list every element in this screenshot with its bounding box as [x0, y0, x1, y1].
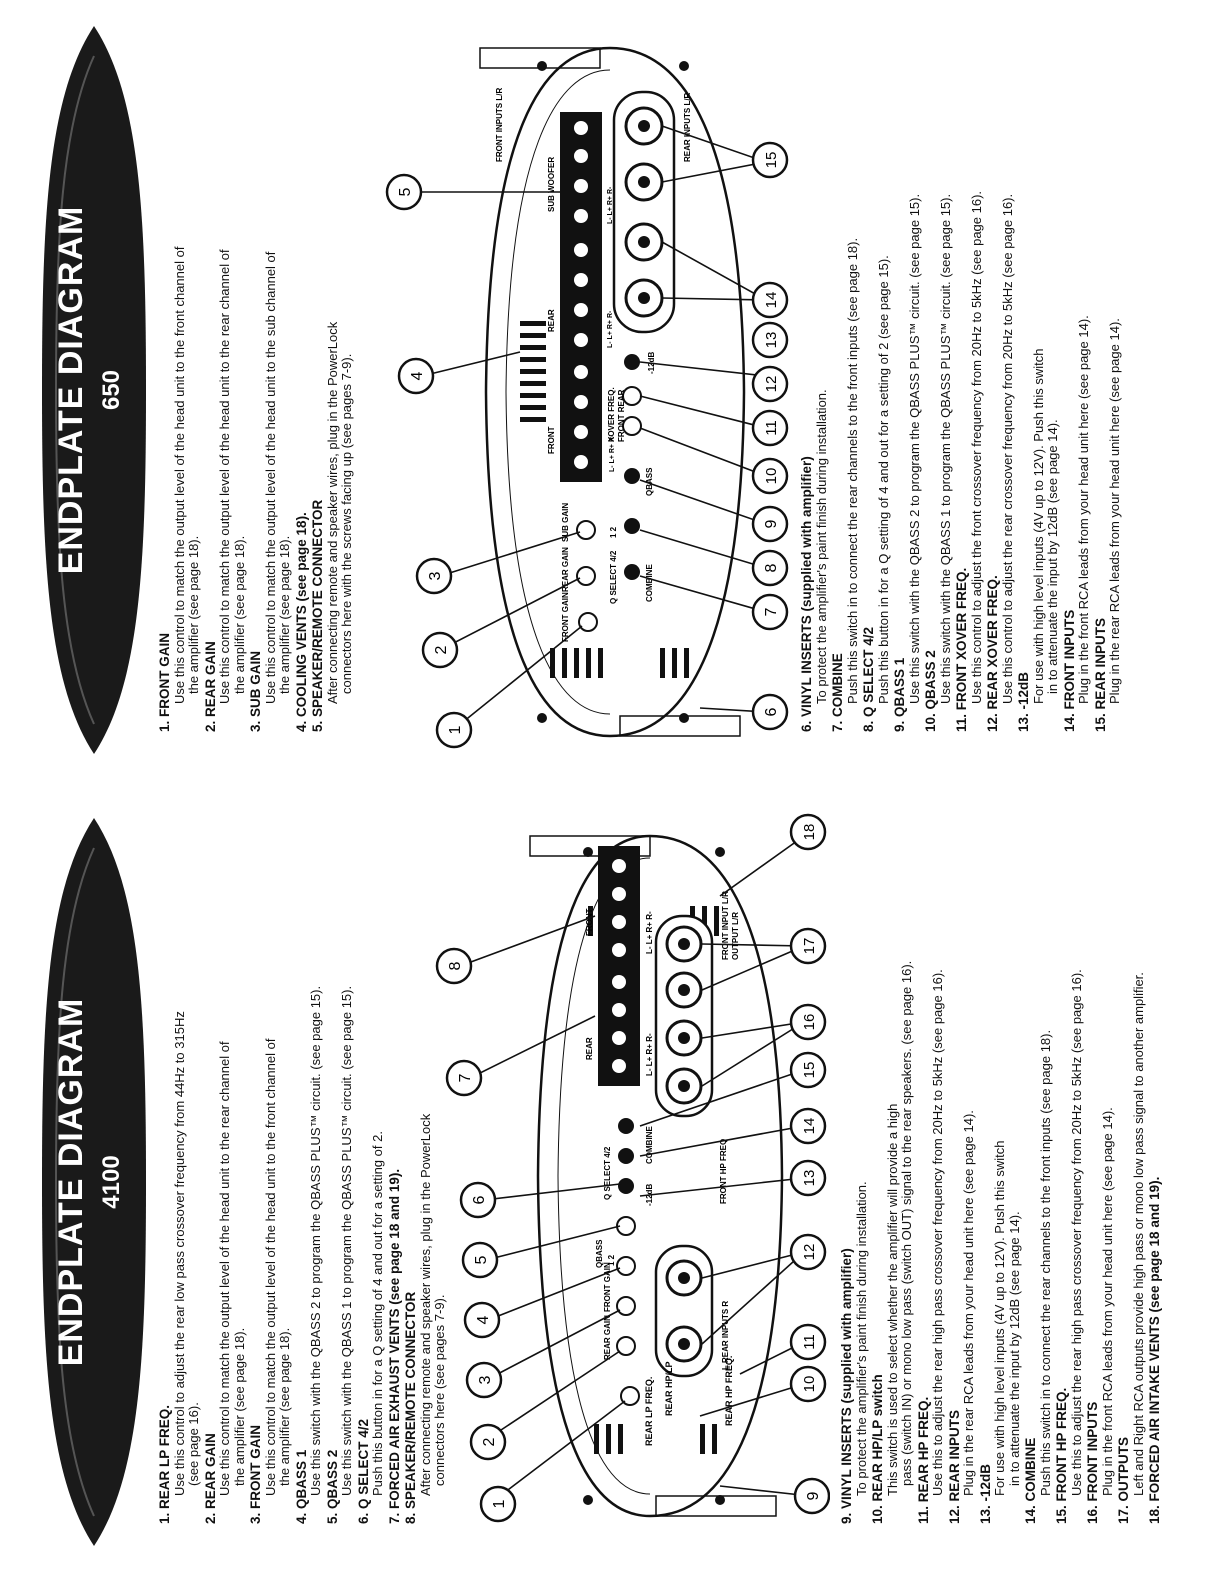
- label-qbass-nums: 1 2: [609, 526, 618, 538]
- label-xover-front-rear: FRONT REAR: [617, 389, 626, 442]
- item-description: Plug in the front RCA leads from your head unit here (see page 14).: [1076, 315, 1091, 704]
- list-item: [295, 12, 310, 732]
- list-item: [831, 12, 860, 732]
- item-description: Use this control to adjust the rear crossover frequency from 20Hz to 5kHz (see page 16).: [999, 193, 1015, 704]
- item-description: For use with high level inputs (4V up to 12V). Push this switch: [992, 1140, 1007, 1496]
- callout-12: 12: [763, 375, 780, 393]
- item-description: Use this control to match the output level of the head unit to the rear channel of: [217, 249, 232, 704]
- list-item: [924, 12, 953, 732]
- banner-650: [40, 16, 148, 764]
- list-item: [871, 804, 915, 1524]
- callout-1: 1: [447, 725, 464, 735]
- callout-14: 14: [763, 291, 780, 309]
- item-description: This switch is used to select whether the amplifier will provide a high: [884, 1103, 900, 1496]
- list-item: [1017, 12, 1061, 732]
- item-description: in to attenuate the input by 12dB (see page 14).: [1045, 419, 1060, 694]
- label-front-terminals: L- L+ R+ R-: [609, 434, 616, 472]
- item-description: Use this to adjust the rear high pass crossover frequency from 20Hz to 5kHz (see page 16).: [1068, 969, 1084, 1496]
- list-item: [204, 12, 248, 732]
- endplate-diagram-650: [370, 12, 795, 772]
- item-description: Left and Right RCA outputs provide high pass or mono low pass signal to another amplifier.: [1130, 972, 1146, 1496]
- list-item: [158, 12, 202, 732]
- list-item: [917, 804, 946, 1524]
- item-description: After connecting remote and speaker wires, plug in the PowerLock: [324, 321, 340, 704]
- list-item: [311, 12, 355, 732]
- list-item: [1063, 12, 1092, 732]
- item-description: connectors here with the screws facing up (see pages 7-9).: [339, 353, 354, 694]
- callout-5: 5: [397, 187, 414, 197]
- callout-15: 15: [763, 151, 780, 169]
- list-item: [800, 12, 829, 732]
- item-heading: 5. QBASS 2: [324, 1449, 340, 1524]
- callout-10: 10: [801, 1375, 818, 1393]
- item-description: the amplifier (see page 18).: [277, 535, 292, 694]
- list-item: [948, 804, 977, 1524]
- label-minus-12db: -12dB: [647, 351, 656, 374]
- callout-7: 7: [457, 1073, 474, 1083]
- label-sub-gain: SUB GAIN: [561, 502, 570, 542]
- item-description: in to attenuate the input by 12dB (see page 14).: [1006, 1211, 1022, 1486]
- list-item: [326, 804, 355, 1524]
- item-heading: 7. COMBINE: [830, 653, 845, 732]
- callout-10: 10: [763, 467, 780, 485]
- item-heading: 6. VINYL INSERTS (supplied with amplifier): [799, 456, 814, 732]
- list-item: [158, 804, 202, 1524]
- item-heading: 11. REAR HP FREQ.: [915, 1396, 931, 1524]
- item-heading: 14. FRONT INPUTS: [1061, 609, 1077, 732]
- item-description: Use this control to match the output level of the head unit to the rear channel of: [217, 1041, 232, 1496]
- label-rear-inputs: REAR INPUTS L/R: [683, 92, 692, 162]
- item-heading: 2. REAR GAIN: [202, 641, 218, 732]
- callout-7: 7: [763, 607, 780, 617]
- item-heading: 12. REAR INPUTS: [946, 1409, 962, 1524]
- item-description: Use this switch with the QBASS 1 to program the QBASS PLUS™ circuit. (see page 15).: [339, 985, 354, 1496]
- label-front-input: FRONT INPUT L/R: [721, 891, 730, 960]
- callout-11: 11: [801, 1334, 818, 1350]
- list-item: [249, 804, 293, 1524]
- item-description: Use this control to match the output level of the head unit to the sub channel of: [262, 251, 278, 704]
- endplate-diagram-4100: [417, 796, 835, 1556]
- label-front: FRONT: [585, 908, 594, 936]
- item-description: (see page 16).: [186, 1402, 201, 1486]
- callout-15: 15: [801, 1061, 818, 1079]
- callout-2: 2: [433, 645, 450, 655]
- label-sub-terminals: L- L+ R+ R-: [607, 186, 614, 224]
- item-description: Use this switch with the QBASS 1 to program the QBASS PLUS™ circuit. (see page 15).: [937, 193, 953, 704]
- item-heading: 3. SUB GAIN: [248, 650, 263, 732]
- label-rear-hplp: REAR HP/LP: [664, 1361, 674, 1416]
- label-front-gain: FRONT GAIN: [603, 1262, 612, 1312]
- item-description: the amplifier (see page 18).: [186, 535, 201, 694]
- list-item: [840, 804, 869, 1524]
- item-description: Use this to adjust the rear high pass crossover frequency from 20Hz to 5kHz (see page 16).: [930, 969, 945, 1496]
- list-item: [979, 804, 1023, 1524]
- label-combine: COMBINE: [645, 564, 654, 602]
- item-description: Push this switch in to connect the rear channels to the front inputs (see page 18).: [1037, 1029, 1053, 1496]
- item-list-top: [158, 804, 450, 1524]
- item-heading: 14. COMBINE: [1023, 1437, 1038, 1524]
- list-item: [1148, 804, 1163, 1524]
- banner-4100: [40, 808, 148, 1556]
- callout-18: 18: [801, 823, 818, 841]
- item-heading: 15. FRONT HP FREQ.: [1054, 1387, 1069, 1524]
- model-number: 650: [98, 369, 125, 411]
- callout-16: 16: [801, 1013, 818, 1031]
- item-heading: 2. REAR GAIN: [202, 1433, 218, 1524]
- callout-2: 2: [481, 1437, 498, 1447]
- list-item: [295, 804, 324, 1524]
- item-heading: 9. VINYL INSERTS (supplied with amplifier): [839, 1248, 854, 1524]
- item-heading: 13. -12dB: [977, 1463, 993, 1524]
- item-heading: 8. Q SELECT 4/2: [861, 626, 876, 732]
- item-heading: 15. REAR INPUTS: [1092, 617, 1108, 732]
- list-item: [862, 12, 891, 732]
- item-description: Use this switch with the QBASS 2 to program the QBASS PLUS™ circuit. (see page 15).: [906, 193, 922, 704]
- item-heading: 18. FORCED AIR INTAKE VENTS (see page 18 and 19).: [1147, 1176, 1162, 1524]
- item-heading: 4. QBASS 1: [293, 1449, 309, 1524]
- label-rear-gain: REAR GAIN: [561, 547, 570, 592]
- label-front-inputs: FRONT INPUTS L/R: [495, 87, 504, 162]
- list-item: [1086, 804, 1115, 1524]
- label-xover-freq: XOVER FREQ.: [607, 387, 616, 442]
- list-item: [357, 804, 386, 1524]
- item-description: Push this button in for a Q setting of 4 and out for a setting of 2.: [370, 1131, 385, 1496]
- item-description: the amplifier (see page 18).: [231, 1327, 247, 1486]
- item-description: Push this switch in to connect the rear channels to the front inputs (see page 18).: [844, 237, 860, 704]
- label-qbass: QBASS: [595, 1239, 604, 1268]
- list-item: [893, 12, 922, 732]
- item-description: Use this control to match the output level of the head unit to the front channel of: [262, 1038, 278, 1496]
- label-front-terminals: L- L+ R+ R-: [645, 911, 654, 954]
- callout-11: 11: [763, 420, 780, 436]
- callout-17: 17: [801, 937, 818, 955]
- item-heading: 3. FRONT GAIN: [248, 1424, 263, 1524]
- item-heading: 13. -12dB: [1016, 671, 1031, 732]
- callout-6: 6: [471, 1195, 488, 1205]
- item-description: the amplifier (see page 18).: [277, 1327, 292, 1486]
- callout-9: 9: [763, 519, 780, 529]
- item-heading: 11. FRONT XOVER FREQ.: [954, 567, 969, 732]
- item-heading: 1. REAR LP FREQ.: [157, 1404, 172, 1524]
- callout-9: 9: [805, 1491, 822, 1501]
- item-description: Use this control to match the output level of the head unit to the front channel of: [171, 246, 187, 704]
- list-item: [388, 804, 403, 1524]
- callout-4: 4: [475, 1315, 492, 1325]
- item-description: To protect the amplifier's paint finish during installation.: [853, 1181, 869, 1496]
- model-number: 4100: [98, 1155, 125, 1209]
- item-heading: 12. REAR XOVER FREQ.: [985, 575, 1000, 732]
- callout-8: 8: [447, 961, 464, 971]
- list-item: [1117, 804, 1146, 1524]
- label-rear-gain: REAR GAIN: [603, 1315, 612, 1360]
- item-heading: 1. FRONT GAIN: [157, 632, 172, 732]
- item-description: the amplifier (see page 18).: [231, 535, 247, 694]
- label-subwoofer: SUB WOOFER: [547, 156, 556, 212]
- callout-12: 12: [801, 1243, 818, 1261]
- item-heading: 7. FORCED AIR EXHAUST VENTS (see page 18 and 19).: [386, 1168, 402, 1524]
- list-item: [955, 12, 984, 732]
- item-description: Use this control to adjust the front crossover frequency from 20Hz to 5kHz (see page 16).: [968, 190, 984, 704]
- item-heading: 10. QBASS 2: [923, 650, 938, 732]
- item-heading: 5. SPEAKER/REMOTE CONNECTOR: [310, 499, 325, 732]
- item-list-top: [158, 12, 357, 732]
- page-title: ENDPLATE DIAGRAM: [52, 997, 90, 1367]
- item-description: After connecting remote and speaker wires, plug in the PowerLock: [417, 1113, 433, 1496]
- item-description: Plug in the front RCA leads from your head unit here (see page 14).: [1099, 1107, 1115, 1496]
- list-item: [249, 12, 293, 732]
- item-description: Push this button in for a Q setting of 4 and out for a setting of 2 (see page 15).: [875, 255, 891, 704]
- label-rear-hp-freq: REAR HP FREQ.: [724, 1355, 734, 1426]
- label-rear-inputs: L REAR INPUTS R: [721, 1300, 730, 1370]
- label-rear-terminals: L- L+ R+ R-: [645, 1033, 654, 1076]
- item-description: Use this switch with the QBASS 2 to program the QBASS PLUS™ circuit. (see page 15).: [308, 985, 323, 1496]
- list-item: [986, 12, 1015, 732]
- item-heading: 8. SPEAKER/REMOTE CONNECTOR: [403, 1291, 418, 1524]
- label-rear-lp-freq: REAR LP FREQ.: [644, 1376, 654, 1446]
- list-item: [1055, 804, 1084, 1524]
- label-qbass: QBASS: [645, 467, 654, 496]
- label-rear: REAR: [585, 1037, 594, 1060]
- callout-14: 14: [801, 1117, 818, 1135]
- callout-5: 5: [473, 1255, 490, 1265]
- item-heading: 10. REAR HP/LP switch: [870, 1374, 885, 1524]
- page-title: ENDPLATE DIAGRAM: [52, 205, 90, 575]
- item-heading: 9. QBASS 1: [892, 657, 907, 732]
- item-description: Use this control to adjust the rear low pass crossover frequency from 44Hz to 315Hz: [171, 1011, 187, 1496]
- callout-8: 8: [763, 563, 780, 573]
- callout-4: 4: [409, 371, 426, 381]
- label-front-hp-freq: FRONT HP FREQ: [719, 1138, 728, 1204]
- label-front: FRONT: [547, 426, 556, 454]
- item-description: Plug in the rear RCA leads from your head unit here (see page 14).: [961, 1110, 976, 1496]
- label-qbass-nums: 1 2: [607, 1254, 616, 1266]
- callout-3: 3: [427, 571, 444, 581]
- label-rear-terminals: L- L+ R+ R-: [607, 310, 614, 348]
- label-q-select: Q SELECT 4/2: [603, 1146, 612, 1200]
- list-item: [1024, 804, 1053, 1524]
- label-front-gain: FRONT GAIN: [561, 592, 570, 642]
- label-q-select: Q SELECT 4/2: [609, 550, 618, 604]
- item-description: pass (switch IN) or mono low pass (switch OUT) signal to the rear speakers. (see page 16).: [899, 960, 914, 1486]
- item-description: Plug in the rear RCA leads from your head unit here (see page 14).: [1107, 318, 1122, 704]
- item-description: To protect the amplifier's paint finish during installation.: [813, 389, 829, 704]
- panel-4100: [0, 792, 1224, 1584]
- list-item: [1094, 12, 1123, 732]
- label-rear: REAR: [547, 309, 556, 332]
- item-list-bottom: [840, 804, 1165, 1524]
- callout-13: 13: [763, 331, 780, 349]
- item-heading: 16. FRONT INPUTS: [1085, 1401, 1100, 1524]
- list-item: [204, 804, 248, 1524]
- callout-3: 3: [477, 1375, 494, 1385]
- callout-1: 1: [491, 1499, 508, 1509]
- label-combine: COMBINE: [645, 1126, 654, 1164]
- callout-6: 6: [763, 707, 780, 717]
- item-heading: 17. OUTPUTS: [1116, 1436, 1131, 1524]
- item-description: For use with high level inputs (4V up to 12V). Push this switch: [1030, 348, 1046, 704]
- item-list-bottom: [800, 12, 1125, 732]
- callout-13: 13: [801, 1169, 818, 1187]
- item-heading: 4. COOLING VENTS (see page 18).: [293, 512, 309, 732]
- item-description: connectors here (see pages 7-9).: [432, 1294, 447, 1486]
- item-heading: 6. Q SELECT 4/2: [355, 1418, 371, 1524]
- label-minus-12db: -12dB: [645, 1183, 654, 1206]
- label-output: OUTPUT L/R: [731, 912, 740, 960]
